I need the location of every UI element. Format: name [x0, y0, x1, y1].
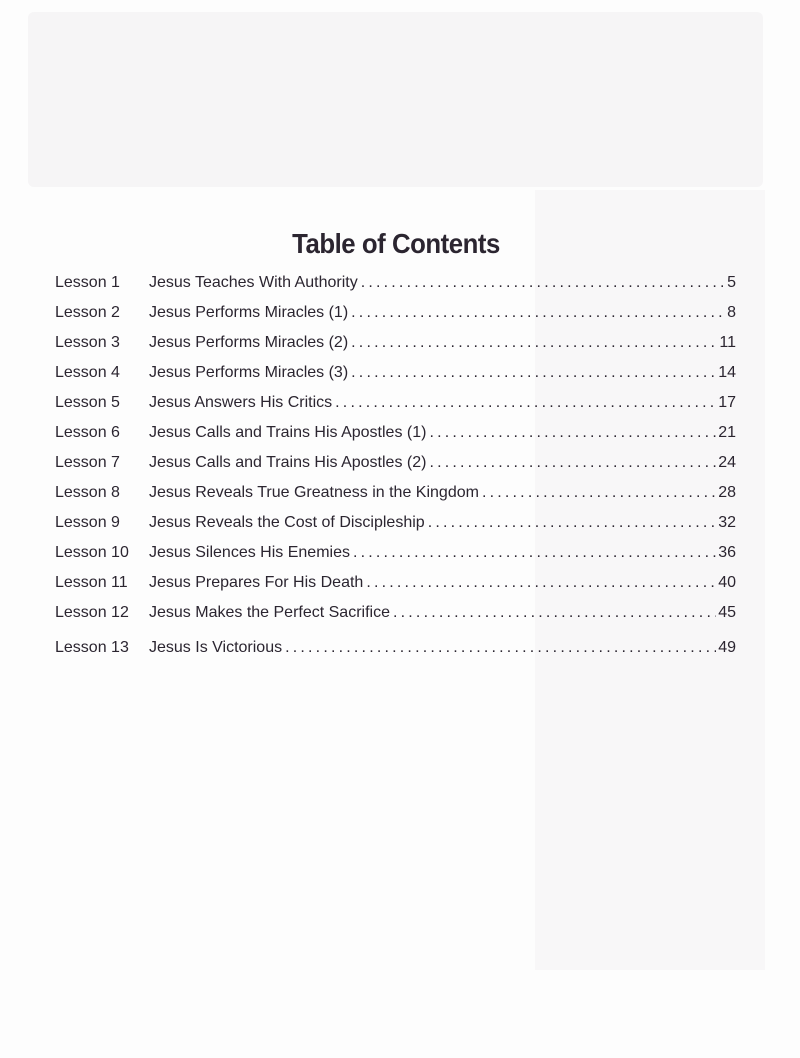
page-number: 28 — [718, 484, 736, 501]
lesson-number: Lesson 1 — [55, 274, 120, 291]
page-number: 11 — [719, 334, 736, 351]
page-number: 24 — [718, 454, 736, 471]
page-number: 14 — [718, 364, 736, 381]
page-number: 17 — [718, 394, 736, 411]
dot-leader — [335, 394, 716, 412]
toc-entry[interactable] — [55, 574, 736, 604]
lesson-title: Jesus Silences His Enemies — [149, 544, 350, 561]
lesson-number: Lesson 3 — [55, 334, 120, 351]
dot-leader — [366, 574, 716, 592]
bleed-through-background — [28, 12, 763, 187]
lesson-title: Jesus Performs Miracles (2) — [149, 334, 349, 351]
dot-leader — [351, 364, 716, 382]
toc-entry[interactable] — [55, 454, 736, 484]
dot-leader — [429, 454, 716, 472]
page-number: 45 — [718, 604, 736, 621]
page-number: 5 — [727, 274, 736, 291]
lesson-number: Lesson 2 — [55, 304, 120, 321]
page-number: 32 — [718, 514, 736, 531]
lesson-title: Jesus Answers His Critics — [149, 394, 333, 411]
lesson-title: Jesus Prepares For His Death — [149, 574, 364, 591]
lesson-number: Lesson 5 — [55, 394, 120, 411]
lesson-title: Jesus Reveals True Greatness in the Kingdom — [149, 484, 479, 501]
lesson-number: Lesson 7 — [55, 454, 120, 471]
lesson-title: Jesus Teaches With Authority — [149, 274, 358, 291]
dot-leader — [285, 639, 716, 657]
page-number: 49 — [718, 639, 736, 656]
page-title: Table of Contents — [292, 228, 500, 259]
dot-leader — [429, 424, 716, 442]
dot-leader — [351, 334, 717, 352]
lesson-title: Jesus Makes the Perfect Sacrifice — [149, 604, 390, 621]
toc-entry[interactable] — [55, 334, 736, 364]
toc-entry[interactable] — [55, 604, 736, 634]
lesson-title: Jesus Is Victorious — [149, 639, 283, 656]
lesson-number: Lesson 6 — [55, 424, 120, 441]
toc-entry[interactable] — [55, 364, 736, 394]
dot-leader — [351, 304, 725, 322]
toc-entry[interactable] — [55, 394, 736, 424]
lesson-number: Lesson 4 — [55, 364, 120, 381]
lesson-title: Jesus Calls and Trains His Apostles (1) — [149, 424, 427, 441]
table-of-contents — [55, 274, 736, 669]
toc-entry[interactable] — [55, 274, 736, 304]
lesson-title: Jesus Performs Miracles (1) — [149, 304, 349, 321]
lesson-number: Lesson 8 — [55, 484, 120, 501]
dot-leader — [393, 604, 716, 622]
lesson-title: Jesus Reveals the Cost of Discipleship — [149, 514, 425, 531]
lesson-title: Jesus Performs Miracles (3) — [149, 364, 349, 381]
lesson-number: Lesson 13 — [55, 639, 129, 656]
dot-leader — [482, 484, 716, 502]
page-number: 36 — [718, 544, 736, 561]
dot-leader — [428, 514, 717, 532]
page-number: 21 — [718, 424, 736, 441]
lesson-number: Lesson 9 — [55, 514, 120, 531]
toc-entry[interactable] — [55, 304, 736, 334]
lesson-title: Jesus Calls and Trains His Apostles (2) — [149, 454, 427, 471]
page-number: 40 — [718, 574, 736, 591]
toc-entry[interactable] — [55, 544, 736, 574]
lesson-number: Lesson 10 — [55, 544, 129, 561]
dot-leader — [353, 544, 716, 562]
toc-entry[interactable] — [55, 424, 736, 454]
toc-entry[interactable] — [55, 514, 736, 544]
lesson-number: Lesson 11 — [55, 574, 128, 591]
lesson-number: Lesson 12 — [55, 604, 129, 621]
page-number: 8 — [727, 304, 736, 321]
toc-entry[interactable] — [55, 484, 736, 514]
toc-entry[interactable] — [55, 639, 736, 669]
dot-leader — [361, 274, 725, 292]
